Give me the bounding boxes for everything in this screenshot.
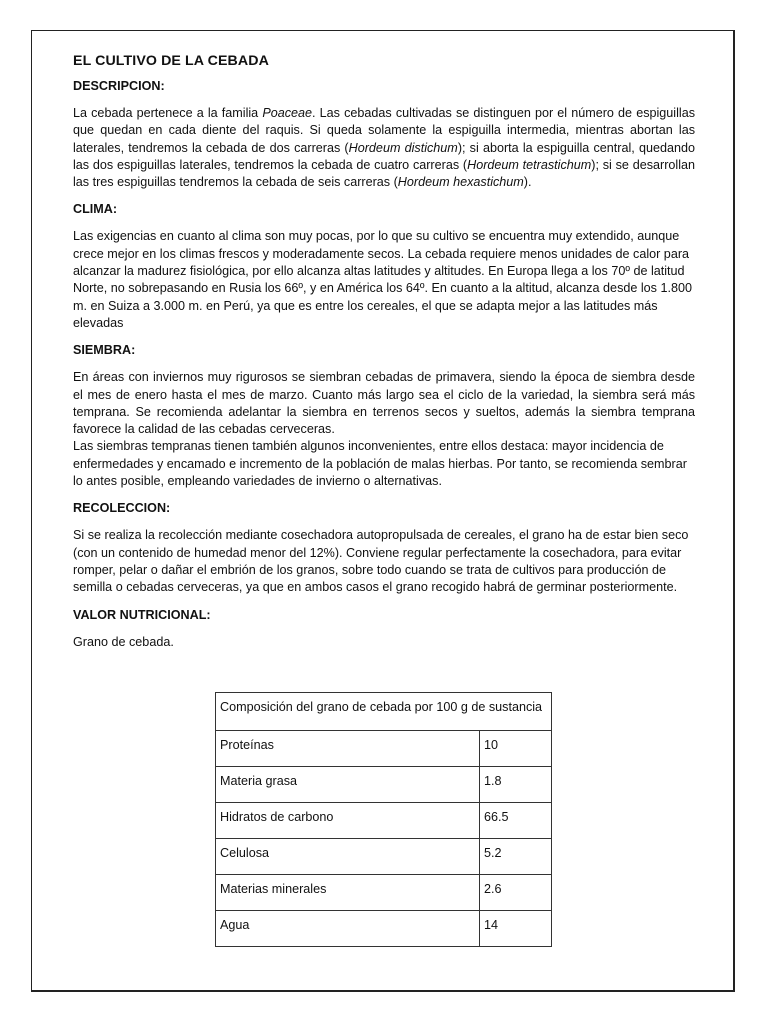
nutrition-table bbox=[215, 692, 552, 947]
table-row bbox=[216, 839, 552, 875]
document-title: EL CULTIVO DE LA CEBADA bbox=[73, 53, 269, 69]
document-body bbox=[73, 51, 695, 661]
table-row bbox=[216, 731, 552, 767]
heading-valor-nutricional: VALOR NUTRICIONAL: bbox=[73, 607, 211, 622]
table-cell-label: Celulosa bbox=[216, 839, 480, 875]
table-cell-value: 10 bbox=[480, 731, 552, 767]
table-cell-value: 1.8 bbox=[480, 767, 552, 803]
table-header-row bbox=[216, 693, 552, 731]
paragraph-siembra-2: Las siembras tempranas tienen también algunos inconvenientes, entre ellos destaca: mayor incidencia de enfermedades y encamado e incremento de la población de malas hierbas. Por tanto, se recomienda sembrar lo antes posible, empleando variedades de invierno o alternativas. bbox=[73, 439, 687, 489]
table-cell-value: 5.2 bbox=[480, 839, 552, 875]
heading-descripcion: DESCRIPCION: bbox=[73, 79, 165, 93]
table-row bbox=[216, 875, 552, 911]
table-cell-value: 14 bbox=[480, 911, 552, 947]
table-cell-label: Proteínas bbox=[216, 731, 480, 767]
table-row bbox=[216, 911, 552, 947]
table-row bbox=[216, 803, 552, 839]
paragraph-recoleccion: Si se realiza la recolección mediante cosechadora autopropulsada de cereales, el grano ha de estar bien seco (con un contenido de humedad menor del 12%). Conviene regular perfectamente la cosechadora, para evitar romper, pelar o dañar el embrión de los granos, sobre todo cuando se trata de cultivos para producción de semilla o cebadas cerveceras, ya que en ambos casos el grano recogido habrá de germinar posteriormente. bbox=[73, 528, 689, 595]
heading-recoleccion: RECOLECCION: bbox=[73, 501, 171, 516]
table-cell-label: Agua bbox=[216, 911, 480, 947]
table-cell-label: Materia grasa bbox=[216, 767, 480, 803]
table-cell-value: 66.5 bbox=[480, 803, 552, 839]
table-row bbox=[216, 767, 552, 803]
heading-clima: CLIMA: bbox=[73, 202, 118, 217]
paragraph-clima: Las exigencias en cuanto al clima son muy pocas, por lo que su cultivo se encuentra muy extendido, aunque crece mejor en los climas frescos y moderadamente secos. La cebada requiere menos unidades de calor para alcanzar la madurez fisiológica, por ello alcanza altas latitudes y altitudes. En Europa llega a los 70º de latitud Norte, no sobrepasando en Rusia los 66º, y en América los 64º. En cuanto a la altitud, alcanza desde los 1.800 m. en Suiza a 3.000 m. en Perú, ya que es entre los cereales, el que se adapta mejor a las latitudes más elevadas bbox=[73, 229, 692, 330]
paragraph-valor-nutricional: Grano de cebada. bbox=[73, 634, 174, 649]
table-cell-value: 2.6 bbox=[480, 875, 552, 911]
paragraph-siembra-1: En áreas con inviernos muy rigurosos se siembran cebadas de primavera, siendo la época de siembra desde el mes de enero hasta el mes de marzo. Cuanto más largo sea el ciclo de la variedad, la siembra será más temprana. Se recomienda adelantar la siembra en terrenos secos y sueltos, además la siembra temprana favorece la calidad de las cebadas cerveceras. bbox=[73, 370, 695, 437]
paragraph-descripcion: La cebada pertenece a la familia Poaceae. Las cebadas cultivadas se distinguen por el número de espiguillas que quedan en cada diente del raquis. Si queda solamente la espiguilla intermedia, mientras abortan las laterales, tendremos la cebada de dos carreras (Hordeum distichum); si aborta la espiguilla central, quedando las dos espiguillas laterales, tendremos la cebada de cuatro carreras (Hordeum tetrastichum); si se desarrollan las tres espiguillas tendremos la cebada de seis carreras (Hordeum hexastichum). bbox=[73, 106, 696, 190]
heading-siembra: SIEMBRA: bbox=[73, 343, 136, 358]
table-cell-label: Hidratos de carbono bbox=[216, 803, 480, 839]
table-cell-label: Materias minerales bbox=[216, 875, 480, 911]
table-header-cell: Composición del grano de cebada por 100 g de sustancia bbox=[216, 693, 552, 731]
